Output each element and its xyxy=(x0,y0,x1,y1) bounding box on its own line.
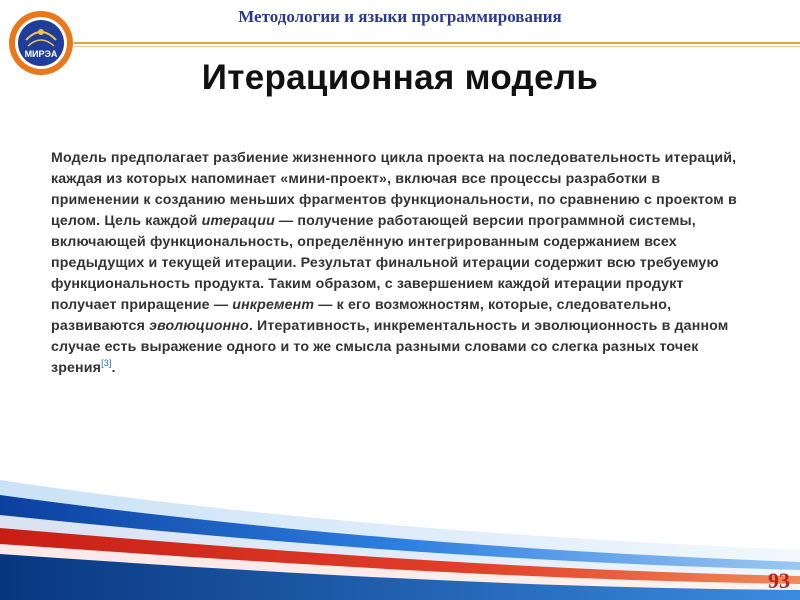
paragraph-text-1: Модель предполагает разбиение жизненного цикла проекта на последовательность итераций, каждая из которых напоминает «мини-проект», включая все процессы разработки в применении к созданию меньших фрагментов функциональности, по сравнению с проектом в целом. Цель каждой xyxy=(51,150,737,229)
paragraph-text-2: — получение работающей версии программной системы, включающей функциональность, определённую интегрированным содержанием всех предыдущих и текущей итерации. Результат финальной итерации содержит всю требуемую функциональность продукта. Таким образом, с завершением каждой итерации продукт получает приращение — xyxy=(51,213,719,313)
page-number: 93 xyxy=(768,568,790,593)
body-paragraph xyxy=(51,148,741,379)
term-iteration: итерации xyxy=(201,213,275,229)
slide-title: Итерационная модель xyxy=(201,58,599,97)
paragraph-text-5: . xyxy=(111,360,116,376)
course-title: Методологии и языки программирования xyxy=(238,7,562,26)
footer-waves xyxy=(0,440,800,600)
paragraph-text-4: . Итеративность, инкрементальность и эволюционность в данном случае есть выражение одного и то же смысла разными словами со слегка разных точек зрения xyxy=(51,318,729,376)
header-divider-secondary xyxy=(74,46,800,47)
logo-text: МИРЭА xyxy=(24,49,58,59)
term-increment: инкремент xyxy=(232,297,315,313)
term-evolution: эволюционно xyxy=(149,318,249,334)
footnote-link[interactable]: [3] xyxy=(101,358,112,368)
header-divider xyxy=(74,42,800,44)
paragraph-text-3: — к его возможностям, которые, следовательно, развиваются xyxy=(51,297,672,334)
